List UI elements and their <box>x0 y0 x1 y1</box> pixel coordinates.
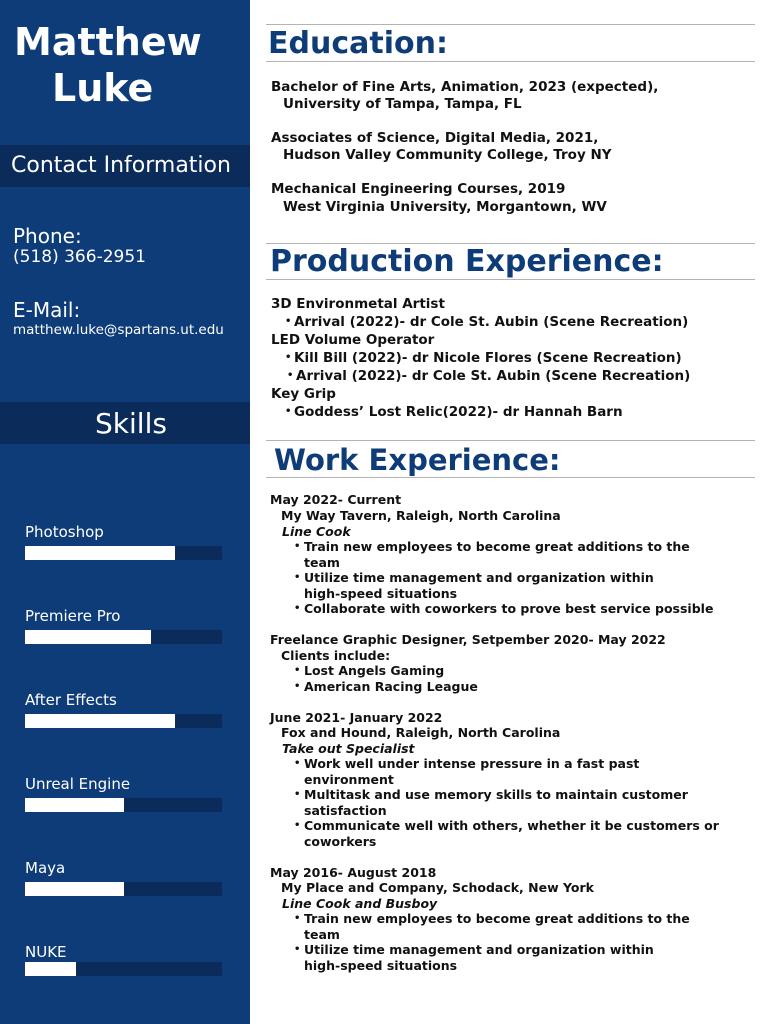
bullet: • <box>294 789 301 800</box>
job-bullet: high-speed situations <box>304 586 458 601</box>
divider <box>266 24 755 25</box>
education-school: West Virginia University, Morgantown, WV <box>283 199 607 215</box>
main-content <box>250 0 783 1024</box>
skill-bar <box>25 798 222 812</box>
skill-bar-fill <box>25 882 124 896</box>
contact-heading-band <box>0 145 250 187</box>
job-place: Clients include: <box>281 648 391 663</box>
production-item: Arrival (2022)- dr Cole St. Aubin (Scene Recreation) <box>294 314 689 330</box>
education-school: Hudson Valley Community College, Troy NY <box>283 147 612 163</box>
job-role: Take out Specialist <box>282 741 415 756</box>
education-degree: Mechanical Engineering Courses, 2019 <box>271 181 566 197</box>
skill-name: After Effects <box>25 691 117 709</box>
job-place: Fox and Hound, Raleigh, North Carolina <box>281 725 561 740</box>
production-role: Key Grip <box>271 386 336 402</box>
skill-bar <box>25 962 222 976</box>
job-bullet: Utilize time management and organization within <box>304 570 654 585</box>
production-item: Arrival (2022)- dr Cole St. Aubin (Scene Recreation) <box>296 368 691 384</box>
bullet: • <box>294 541 301 552</box>
production-item: Goddess’ Lost Relic(2022)- dr Hannah Barn <box>294 404 623 420</box>
education-degree: Associates of Science, Digital Media, 2021, <box>271 130 599 146</box>
skill-name: Unreal Engine <box>25 775 131 793</box>
phone-value: (518) 366-2951 <box>13 247 146 267</box>
bullet: • <box>294 572 301 583</box>
skill-bar-fill <box>25 962 76 976</box>
job-dates: May 2022- Current <box>270 492 402 507</box>
skill-bar <box>25 882 222 896</box>
skill-bar <box>25 630 222 644</box>
bullet: • <box>287 370 294 381</box>
production-role: LED Volume Operator <box>271 332 435 348</box>
skill-name: Premiere Pro <box>25 607 121 625</box>
skills-heading: Skills <box>95 407 167 440</box>
production-heading: Production Experience: <box>270 244 664 279</box>
bullet: • <box>285 352 292 363</box>
bullet: • <box>294 913 301 924</box>
divider <box>266 279 755 280</box>
skill-bar-fill <box>25 798 124 812</box>
education-degree: Bachelor of Fine Arts, Animation, 2023 (expected), <box>271 79 659 95</box>
bullet: • <box>285 316 292 327</box>
job-bullet: team <box>304 555 340 570</box>
skill-bar-fill <box>25 630 151 644</box>
skill-bar-fill <box>25 714 175 728</box>
phone-label: Phone: <box>13 224 82 248</box>
education-heading: Education: <box>268 26 448 61</box>
education-school: University of Tampa, Tampa, FL <box>283 96 522 112</box>
production-item: Kill Bill (2022)- dr Nicole Flores (Scene Recreation) <box>294 350 682 366</box>
divider <box>266 477 755 478</box>
job-bullet: coworkers <box>304 834 377 849</box>
skill-name: Photoshop <box>25 523 104 541</box>
job-place: My Place and Company, Schodack, New York <box>281 880 594 895</box>
bullet: • <box>294 603 301 614</box>
email-label: E-Mail: <box>13 298 81 322</box>
email-value: matthew.luke@spartans.ut.edu <box>13 322 224 338</box>
work-heading: Work Experience: <box>274 443 561 477</box>
job-bullet: American Racing League <box>304 679 478 694</box>
job-bullet: Train new employees to become great additions to the <box>304 539 690 554</box>
job-bullet: team <box>304 927 340 942</box>
contact-heading: Contact Information <box>11 153 231 178</box>
job-bullet: Collaborate with coworkers to prove best service possible <box>304 601 714 616</box>
job-bullet: Train new employees to become great additions to the <box>304 911 690 926</box>
bullet: • <box>294 681 301 692</box>
sidebar <box>0 0 250 1024</box>
production-role: 3D Environmetal Artist <box>271 296 445 312</box>
skills-heading-band <box>0 402 250 444</box>
job-bullet: satisfaction <box>304 803 387 818</box>
bullet: • <box>285 406 292 417</box>
job-dates: May 2016- August 2018 <box>270 865 437 880</box>
name-first: Matthew <box>14 20 202 64</box>
job-bullet: Utilize time management and organization within <box>304 942 654 957</box>
divider <box>266 440 755 441</box>
job-bullet: Work well under intense pressure in a fast past <box>304 756 640 771</box>
divider <box>266 61 755 62</box>
bullet: • <box>294 820 301 831</box>
skill-name: NUKE <box>25 943 67 961</box>
job-bullet: high-speed situations <box>304 958 458 973</box>
skill-bar <box>25 546 222 560</box>
job-role: Line Cook and Busboy <box>282 896 438 911</box>
name-last: Luke <box>52 66 154 110</box>
job-bullet: Communicate well with others, whether it be customers or <box>304 818 719 833</box>
job-place: My Way Tavern, Raleigh, North Carolina <box>281 508 561 523</box>
job-dates: June 2021- January 2022 <box>270 710 443 725</box>
skill-name: Maya <box>25 859 66 877</box>
skill-bar-fill <box>25 546 175 560</box>
bullet: • <box>294 665 301 676</box>
job-dates: Freelance Graphic Designer, Setpember 2020- May 2022 <box>270 632 666 647</box>
job-bullet: environment <box>304 772 394 787</box>
job-bullet: Multitask and use memory skills to maintain customer <box>304 787 688 802</box>
job-bullet: Lost Angels Gaming <box>304 663 445 678</box>
bullet: • <box>294 944 301 955</box>
skill-bar <box>25 714 222 728</box>
job-role: Line Cook <box>282 524 351 539</box>
bullet: • <box>294 758 301 769</box>
